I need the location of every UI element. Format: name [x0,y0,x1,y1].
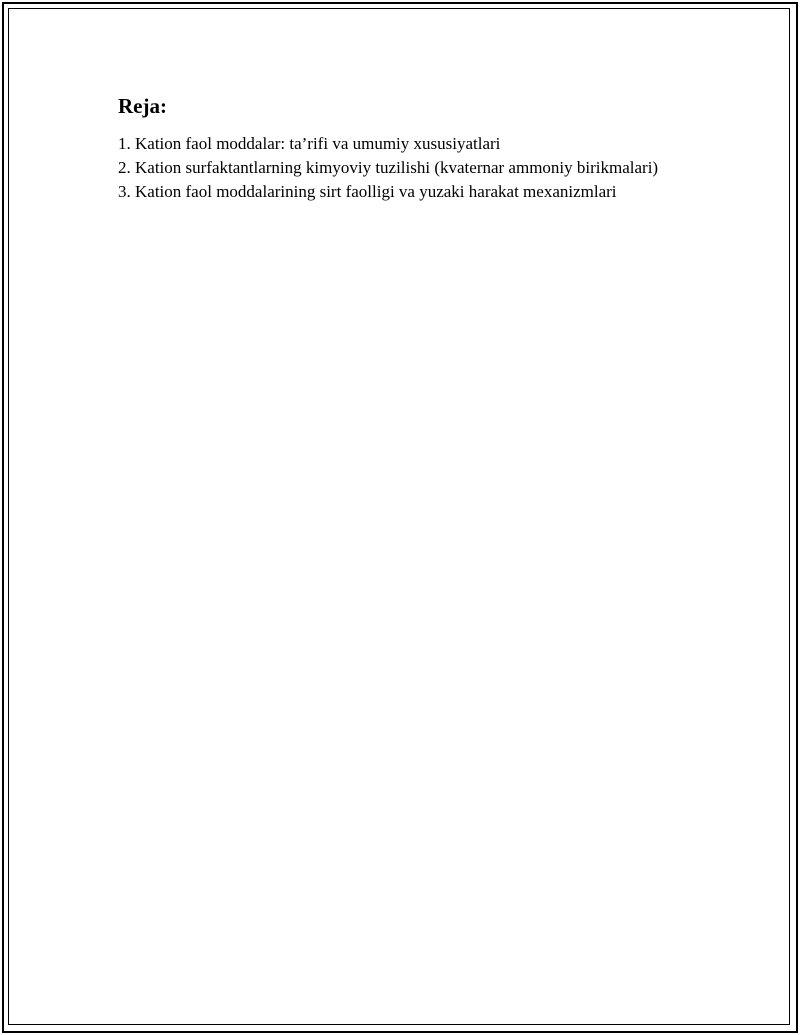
plan-item-2: 2. Kation surfaktantlarning kimyoviy tuzilishi (kvaternar ammoniy birikmalari) [118,158,659,177]
plan-item-1: 1. Kation faol moddalar: ta’rifi va umumiy xususiyatlari [118,134,501,153]
plan-item-3: 3. Kation faol moddalarining sirt faolligi va yuzaki harakat mexanizmlari [118,182,617,201]
document-body [118,92,678,204]
plan-list [118,132,678,204]
plan-heading: Reja: [118,94,167,118]
